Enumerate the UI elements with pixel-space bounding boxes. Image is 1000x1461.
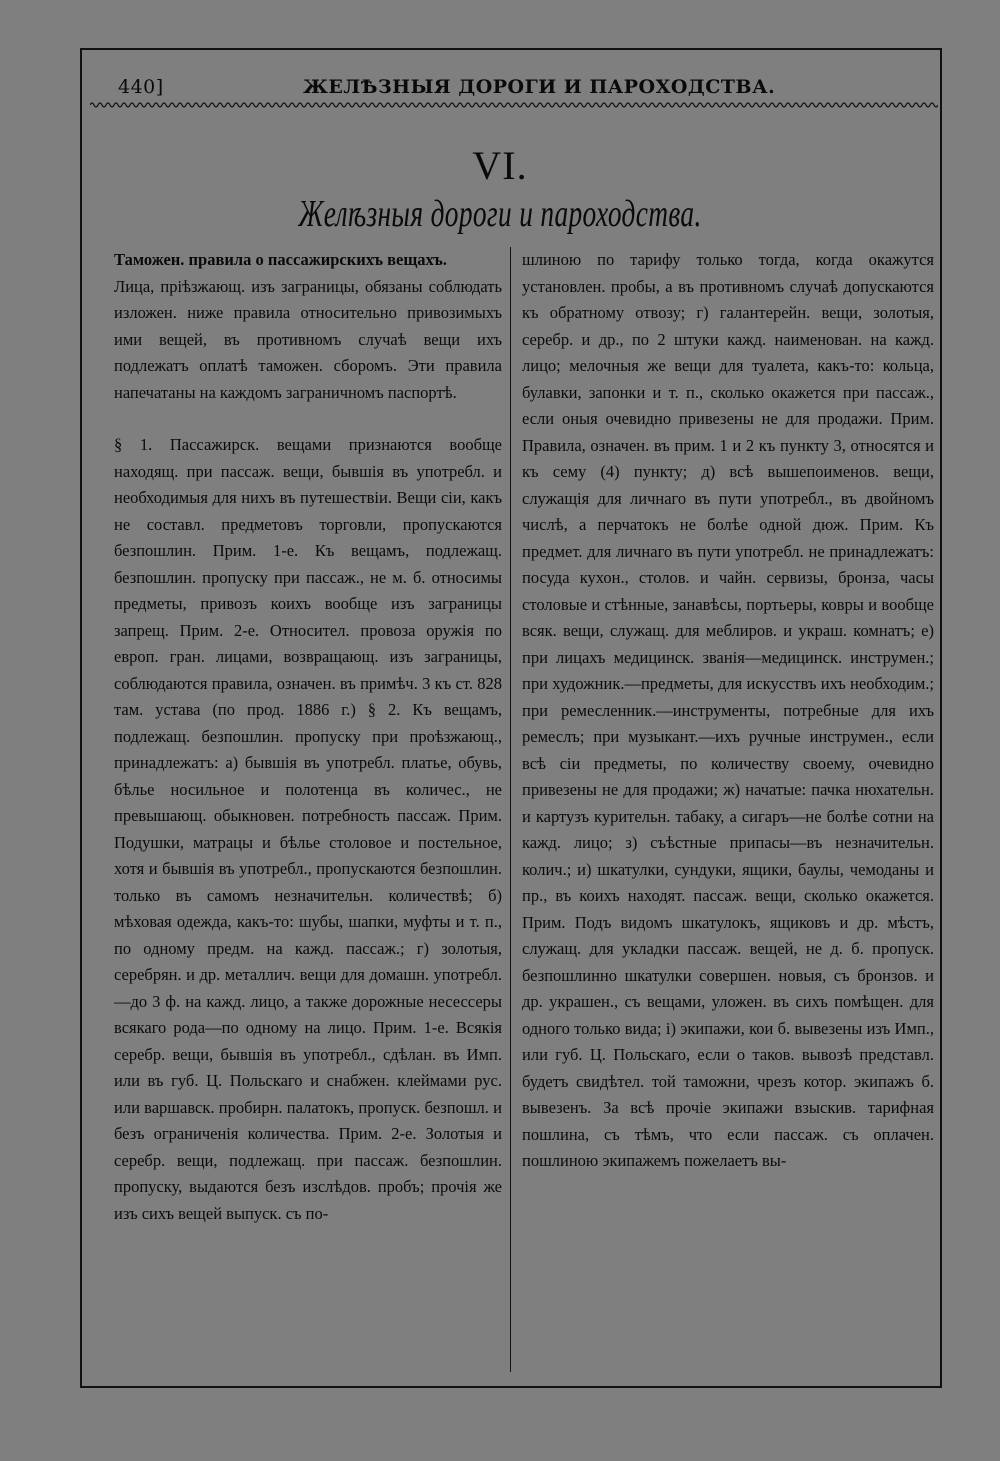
wavy-rule: [90, 100, 938, 110]
page-number: 440]: [118, 76, 164, 98]
right-column: [522, 247, 934, 1372]
running-title: ЖЕЛѢЗНЫЯ ДОРОГИ И ПАРОХОДСТВА.: [303, 76, 776, 98]
page-header: [118, 70, 938, 104]
section-number: VI.: [472, 143, 528, 188]
left-paragraph-rules: § 1. Пассажирск. вещами признаются вообще находящ. при пассаж. вещи, бывшiя въ употребл. и необходимыя для нихъ въ путешествiи. Вещи сiи, какъ не составл. предметовъ торговли, пропускаются безпошлин. Прим. 1-е. Къ вещамъ, подлежащ. безпошлин. пропуску при пассаж., не м. б. относимы предметы, привозъ коихъ вообще изъ заграницы запрещ. Прим. 2-е. Относител. провоза оружiя по европ. гран. лицами, возвращающ. изъ заграницы, соблюдаются правила, означен. въ примѣч. 3 къ ст. 828 там. устава (по прод. 1886 г.) § 2. Къ вещамъ, подлежащ. безпошлин. пропуску при проѣзжающ., принадлежатъ: а) бывшiя въ употребл. платье, обувь, бѣлье носильное и полотенца въ количес., не превышающ. обыкновен. потребность пассаж. Прим. Подушки, матрацы и бѣлье столовое и постельное, хотя и бывшiя въ употребл., пропускаются безпошлин. только въ самомъ незначительн. количествѣ; б) мѣховая одежда, какъ-то: шубы, шапки, муфты и т. п., по одному предм. на кажд. пассаж.; г) золотыя, серебрян. и др. металлич. вещи для домашн. употребл.—до 3 ф. на кажд. лицо, а также дорожные несессеры всякаго рода—по одному на лицо. Прим. 1-е. Всякiя серебр. вещи, бывшiя въ употребл., сдѣлан. въ Имп. или въ губ. Ц. Польскаго и снабжен. клеймами рус. или варшавск. пробирн. палатокъ, пропуск. безпошл. и безъ ограниченiя количества. Прим. 2-е. Золотыя и серебр. вещи, подлежащ. при пассаж. безпошлин. пропуску, выдаются безъ изслѣдов. пробъ; прочiя же изъ сихъ вещей выпуск. съ по-: [114, 435, 502, 1223]
left-column: [114, 247, 502, 1372]
left-paragraph-intro: Лица, прiѣзжающ. изъ заграницы, обязаны соблюдать изложен. ниже правила относительно привозимыхъ ими вещей, въ противномъ случаѣ вещи ихъ подлежатъ оплатѣ таможен. сборомъ. Эти правила напечатаны на каждомъ заграничномъ паспортѣ.: [114, 276, 502, 402]
right-paragraph: шлиною по тарифу только тогда, когда окажутся установлен. пробы, а въ противномъ случаѣ допускаются къ обратному отвозу; г) галантерейн. вещи, золотыя, серебр. и др., по 2 штуки кажд. наименован. на кажд. лицо; мелочныя же вещи для туалета, какъ-то: кольца, булавки, запонки и т. п., сколько окажется при пассаж., если оныя очевидно привезены не для продажи. Прим. Правила, означен. въ прим. 1 и 2 къ пункту 3, относятся и къ сему (4) пункту; д) всѣ вышепоименов. вещи, служащiя для личнаго въ пути употребл., въ двойномъ числѣ, а перчатокъ не болѣе одной дюж. Прим. Къ предмет. для личнаго въ пути употребл. не принадлежатъ: посуда кухон., столов. и чайн. сервизы, бронза, часы столовые и стѣнные, занавѣсы, портьеры, ковры и вообще всяк. вещи, служащ. для меблиров. и украш. комнатъ; е) при лицахъ медицинск. званiя—медицинск. инструмен.; при художник.—предметы, для искусствъ ихъ необходим.; при ремесленник.—инструменты, потребные для ихъ ремеслъ; при музыкант.—ихъ ручные инструмен., если всѣ сiи предметы, по количеству своему, очевидно привезены не для продажи; ж) начатые: пачка нюхательн. и картузъ курительн. табаку, а сигаръ—не болѣе сотни на кажд. лицо; з) съѣстные припасы—въ незначительн. колич.; и) шкатулки, сундуки, ящики, баулы, чемоданы и пр., въ коихъ находят. пассаж. вещи, сколько окажется. Прим. Подъ видомъ шкатулокъ, ящиковъ и др. мѣстъ, служащ. для укладки пассаж. вещей, не д. б. пропуск. безпошлинно шкатулки совершен. новыя, съ бронзов. и др. украшен., съ вещами, уложен. въ сихъ помѣщен. для одного только вида; i) экипажи, кои б. вывезены изъ Имп., или губ. Ц. Польскаго, если о таков. вывозѣ представл. будетъ свидѣтел. той таможни, чрезъ котор. экипажъ б. вывезенъ. За всѣ прочiе экипажи взыскив. тарифная пошлина, съ тѣмъ, что если пассаж. съ оплачен. пошлиною экипажемъ пожелаетъ вы-: [522, 250, 934, 1170]
column-divider: [510, 247, 511, 1372]
section-title: Желѣзныя дороги и пароходства.: [298, 193, 702, 235]
left-heading: Таможен. правила о пассажирскихъ вещахъ.: [114, 250, 447, 269]
